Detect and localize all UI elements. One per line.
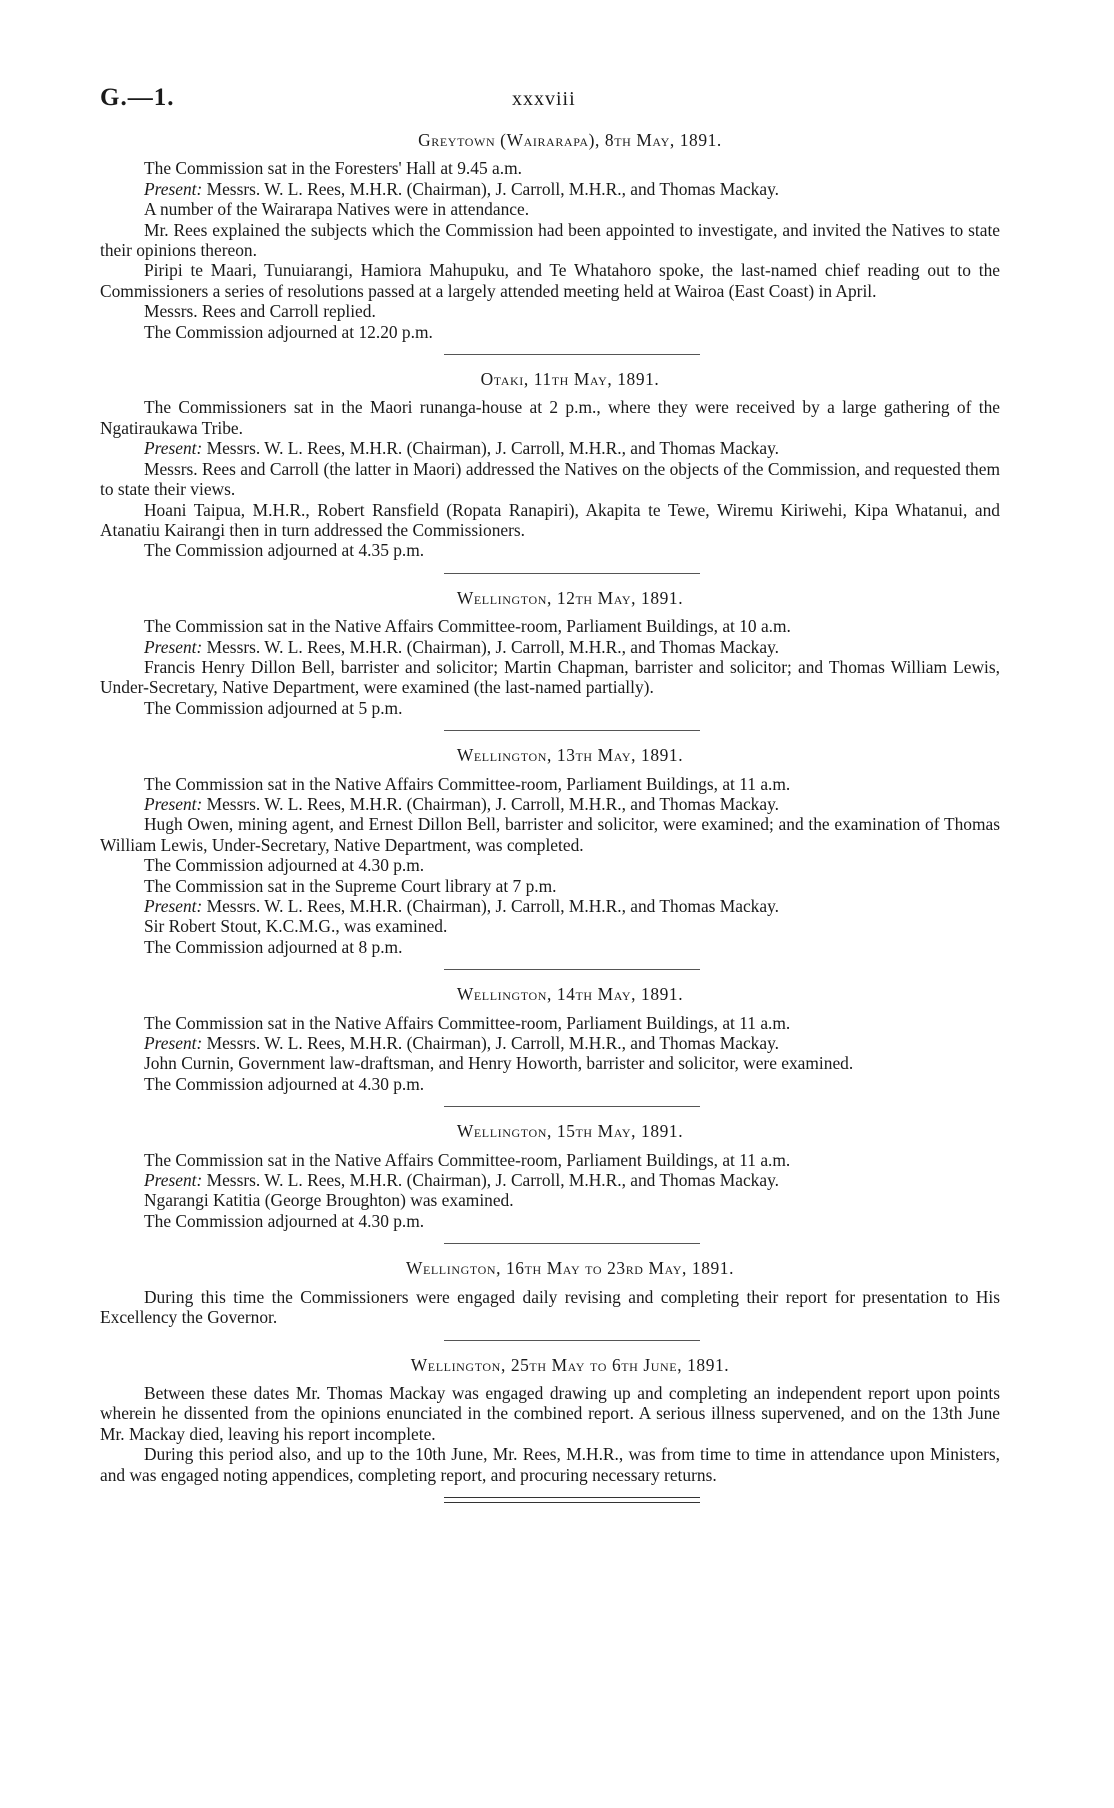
end-rule-line	[444, 1497, 700, 1498]
proceedings-paragraph: The Commission adjourned at 5 p.m.	[144, 697, 403, 718]
present-line	[100, 179, 1000, 199]
section-heading: Wellington, 16th May to 23rd May, 1891.	[405, 1258, 735, 1279]
document-code: G.—1.	[100, 84, 175, 111]
proceedings-section	[100, 130, 1000, 342]
proceedings-paragraph: Francis Henry Dillon Bell, barrister and solicitor; Martin Chapman, barrister and solicitor; and Thomas William Lewis, Under-Secretary, Native Department, were examined (the last-named partially).	[100, 656, 1000, 698]
proceedings-paragraph: The Commission sat in the Native Affairs Committee-room, Parliament Buildings, at 10 a.m.	[144, 616, 791, 637]
section-heading: Wellington, 14th May, 1891.	[456, 984, 684, 1005]
section-divider	[444, 969, 700, 970]
present-members: Messrs. W. L. Rees, M.H.R. (Chairman), J. Carroll, M.H.R., and Thomas Mackay.	[202, 896, 780, 916]
proceedings-section	[100, 745, 1000, 957]
section-divider	[444, 1243, 700, 1244]
section-divider	[444, 1106, 700, 1107]
end-double-rule	[444, 1497, 700, 1503]
section-heading: Wellington, 25th May to 6th June, 1891.	[410, 1354, 730, 1375]
proceedings-section	[100, 369, 1000, 561]
proceedings-paragraph: Messrs. Rees and Carroll (the latter in Maori) addressed the Natives on the objects of the Commission, and requested them to state their views.	[100, 458, 1000, 500]
present-members: Messrs. W. L. Rees, M.H.R. (Chairman), J. Carroll, M.H.R., and Thomas Mackay.	[202, 636, 780, 657]
section-heading: Wellington, 12th May, 1891.	[456, 587, 684, 608]
section-divider	[444, 1340, 700, 1341]
page-number: xxxviii	[512, 88, 576, 110]
proceedings-paragraph: The Commission adjourned at 8 p.m.	[144, 936, 403, 957]
proceedings-paragraph: Sir Robert Stout, K.C.M.G., was examined.	[144, 916, 448, 937]
proceedings-paragraph: Between these dates Mr. Thomas Mackay was engaged drawing up and completing an independent report upon points wherein he dissented from the opinions enunciated in the combined report. A serious illness supervened, and on the 13th June Mr. Mackay died, leaving his report incomplete.	[100, 1382, 1000, 1444]
proceedings-paragraph: Piripi te Maari, Tunuiarangi, Hamiora Mahupuku, and Te Whatahoro spoke, the last-named chief reading out to the Commissioners a series of resolutions passed at a largely attended meeting held at Wairoa (East Coast) in April.	[100, 260, 1000, 301]
present-members: Messrs. W. L. Rees, M.H.R. (Chairman), J. Carroll, M.H.R., and Thomas Mackay.	[202, 1170, 780, 1191]
proceedings-paragraph: The Commissioners sat in the Maori runanga-house at 2 p.m., where they were received by a large gathering of the Ngatiraukawa Tribe.	[100, 397, 1000, 438]
present-line	[100, 896, 1000, 916]
proceedings-paragraph: The Commission sat in the Native Affairs Committee-room, Parliament Buildings, at 11 a.m.	[144, 773, 791, 794]
proceedings-paragraph: The Commission sat in the Supreme Court library at 7 p.m.	[144, 875, 557, 896]
section-heading: Wellington, 15th May, 1891.	[456, 1121, 684, 1142]
section-divider	[444, 573, 700, 574]
present-line	[100, 1033, 1000, 1053]
proceedings-paragraph: Mr. Rees explained the subjects which the Commission had been appointed to investigate, and invited the Natives to state their opinions thereon.	[100, 219, 1000, 261]
present-label: Present:	[144, 896, 203, 916]
section-heading: Greytown (Wairarapa), 8th May, 1891.	[418, 130, 722, 150]
proceedings-section	[100, 1121, 1000, 1231]
proceedings-section	[100, 1355, 1000, 1485]
present-members: Messrs. W. L. Rees, M.H.R. (Chairman), J. Carroll, M.H.R., and Thomas Mackay.	[202, 178, 780, 199]
present-label: Present:	[144, 1170, 203, 1191]
present-members: Messrs. W. L. Rees, M.H.R. (Chairman), J. Carroll, M.H.R., and Thomas Mackay.	[202, 438, 780, 459]
present-members: Messrs. W. L. Rees, M.H.R. (Chairman), J. Carroll, M.H.R., and Thomas Mackay.	[202, 793, 780, 814]
section-heading: Otaki, 11th May, 1891.	[480, 369, 660, 390]
present-line	[100, 794, 1000, 814]
present-label: Present:	[144, 793, 203, 814]
proceedings-section	[100, 588, 1000, 718]
proceedings-paragraph: The Commission adjourned at 4.30 p.m.	[144, 855, 425, 876]
section-heading: Wellington, 13th May, 1891.	[456, 745, 684, 766]
section-divider	[444, 730, 700, 731]
proceedings-paragraph: The Commission sat in the Native Affairs Committee-room, Parliament Buildings, at 11 a.m.	[144, 1012, 791, 1033]
proceedings-paragraph: The Commission adjourned at 12.20 p.m.	[144, 321, 433, 342]
proceedings-section	[100, 1258, 1000, 1327]
proceedings-paragraph: John Curnin, Government law-draftsman, and Henry Howorth, barrister and solicitor, were examined.	[144, 1053, 854, 1074]
proceedings-paragraph: The Commission sat in the Foresters' Hall at 9.45 a.m.	[144, 158, 522, 179]
proceedings-paragraph: The Commission adjourned at 4.30 p.m.	[144, 1073, 425, 1094]
proceedings-paragraph: The Commission adjourned at 4.30 p.m.	[144, 1210, 425, 1231]
end-rule-line	[444, 1502, 700, 1503]
proceedings-paragraph: Messrs. Rees and Carroll replied.	[144, 301, 376, 322]
proceedings-body	[100, 130, 1000, 1507]
present-line	[100, 438, 1000, 458]
proceedings-paragraph: Hugh Owen, mining agent, and Ernest Dillon Bell, barrister and solicitor, were examined; and the examination of Thomas William Lewis, Under-Secretary, Native Department, was completed.	[100, 814, 1000, 855]
section-divider	[444, 354, 700, 355]
present-label: Present:	[144, 438, 203, 459]
running-head	[100, 84, 1000, 114]
present-label: Present:	[144, 636, 203, 657]
proceedings-paragraph: The Commission sat in the Native Affairs Committee-room, Parliament Buildings, at 11 a.m.	[144, 1149, 791, 1170]
present-line	[100, 1170, 1000, 1190]
present-members: Messrs. W. L. Rees, M.H.R. (Chairman), J. Carroll, M.H.R., and Thomas Mackay.	[202, 1033, 780, 1054]
present-label: Present:	[144, 1033, 203, 1054]
proceedings-paragraph: The Commission adjourned at 4.35 p.m.	[144, 540, 425, 561]
proceedings-paragraph: During this period also, and up to the 10th June, Mr. Rees, M.H.R., was from time to time in attendance upon Ministers, and was engaged noting appendices, completing report, and procuring necessary returns.	[100, 1444, 1000, 1485]
proceedings-paragraph: During this time the Commissioners were engaged daily revising and completing their report for presentation to His Excellency the Governor.	[100, 1286, 1000, 1328]
proceedings-paragraph: A number of the Wairarapa Natives were in attendance.	[144, 199, 530, 220]
proceedings-paragraph: Hoani Taipua, M.H.R., Robert Ransfield (Ropata Ranapiri), Akapita te Tewe, Wiremu Kiriwehi, Kipa Whatanui, and Atanatiu Kairangi then in turn addressed the Commissioners.	[100, 499, 1000, 540]
present-label: Present:	[144, 178, 203, 199]
proceedings-paragraph: Ngarangi Katitia (George Broughton) was examined.	[144, 1190, 514, 1211]
present-line	[100, 637, 1000, 657]
proceedings-section	[100, 984, 1000, 1094]
